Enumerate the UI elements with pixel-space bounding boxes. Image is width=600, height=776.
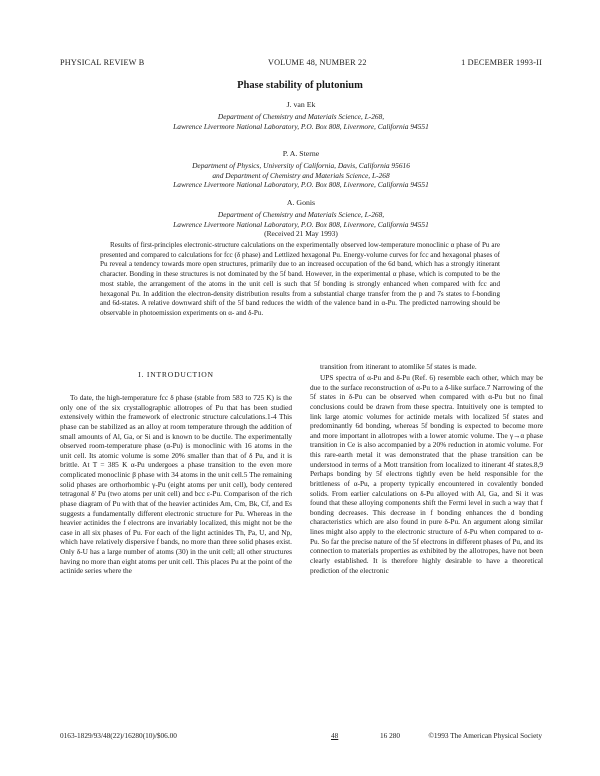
running-header [60, 58, 542, 70]
article-title: Phase stability of plutonium [237, 80, 363, 91]
affiliation-line: and Department of Chemistry and Materials Science, L-268 [212, 170, 390, 180]
author-block-1 [60, 100, 542, 131]
affiliation-line: Lawrence Livermore National Laboratory, P.O. Box 808, Livermore, California 94551 [173, 180, 429, 190]
abstract-text: Results of first-principles electronic-structure calculations on the experimentally observed low-temperature monoclinic α phase of Pu are presented and compared to calculations for fcc (δ phase) and Lettlized hexagonal Pu. Energy-volume curves for fcc and hexagonal phases of Pu reveal a tendency towards more open structures, primarily due to an increased occupation of the 6d band, which has a strongly itinerant character. Bonding in these structures is not dominated by the 5f band. However, in the experimental α phase, which is computed to be the most stable, the arrangement of the atoms in the unit cell is such that 5f bonding is strongly enhanced when compared with fcc and hexagonal Pu. In addition the electron-density distribution results from a substantial charge transfer from the p and 7s states to f-bonding and 6d-states. A relative downward shift of the 5f band reduces the width of the valence band in α-Pu. The predicted narrowing should be observable in photoemission experiments on α- and δ-Pu. [100, 241, 500, 317]
affiliation-line: Department of Chemistry and Materials Science, L-268, [217, 209, 385, 219]
author-name: A. Gonis [286, 198, 316, 207]
affiliation-line: Department of Chemistry and Materials Science, L-268, [217, 111, 385, 121]
volume-reference: 48 [331, 731, 339, 740]
author-name: J. van Ek [286, 100, 316, 109]
volume-number: VOLUME 48, NUMBER 22 [268, 58, 367, 67]
abstract [100, 241, 500, 319]
body-paragraph: UPS spectra of α-Pu and δ-Pu (Ref. 6) resemble each other, which may be due to the surface reconstruction of α-Pu to a δ-like surface.7 Narrowing of the 5f states in δ-Pu can be observed when compared with α-Pu but no final conclusions could be drawn from these spectra. Intuitively one is tempted to link large atomic volumes for actinide metals with localized 5f states and predominantly 6d bonding, whereas 5f bonding is expected to become more and more important in allotropes with a lower atomic volume. The γ→α phase transition in Ce is also accompanied by a 20% reduction in atomic volume. For this rare-earth metal it was demonstrated that the phase transition can be understood in terms of a Mott transition from localized to itinerant 4f states.8,9 Perhaps bonding by 5f electrons tightly even be held responsible for the brittleness of α-Pu, a property typically encountered in covalently bonded solids. From earlier calculations on δ-Pu alloyed with Al, Ga, and Si it was found that these alloying components shift the Fermi level in such a way that f bonding decreases. This decrease in f bonding enhances the d bonding characteristics which are also found in pure δ-Pu. An argument along similar lines might also apply to the electronic structure of δ-Pu when compared to α-Pu. So far the precise nature of the 5f electrons in different phases of Pu, and its connection to materials properties as exhibited by the allotropes, have not been clearly established. It is therefore highly desirable to have a theoretical prediction of the electronic [310, 373, 543, 575]
author-name: P. A. Sterne [282, 149, 320, 158]
body-paragraph: To date, the high-temperature fcc δ phase (stable from 583 to 725 K) is the only one of the six crystallographic allotropes of Pu that has been studied extensively within the framework of electronic structure calculations.1-4 This phase can be stabilized as an alloy at room temperature through the addition of small amounts of Al, Ga, or Si and is known to be ductile. The experimentally observed room-temperature phase (α-Pu) is monoclinic with 16 atoms in the unit cell. Its atomic volume is some 20% smaller than that of δ Pu, and it is brittle. At T = 385 K α-Pu undergoes a phase transition to the even more complicated monoclinic β phase with 34 atoms in the unit cell.5 The remaining solid phases are orthorhombic γ-Pu (eight atoms per unit cell), body centered tetragonal δ' Pu (two atoms per unit cell) and bcc ε-Pu. Comparison of the rich phase diagram of Pu with that of the heavier actinides Am, Cm, Bk, Cf, and Es suggests a fundamentally different electronic structure for Pu. Whereas in the heavier actinides the f electrons are invariably localized, this might not be the case in all six phases of Pu. For each of the light actinides Th, Pa, U, and Np, which have relatively dispersive f bands, no more than three solid phases exist. Only δ-U has a large number of atoms (30) in the unit cell; all other structures having no more than eight atoms per unit cell. This places Pu at the point of the actinide series where the [60, 393, 292, 576]
body-text-continuation: transition from itinerant to atomlike 5f states is made. [320, 362, 477, 371]
copyright-notice: ©1993 The American Physical Society [428, 731, 542, 740]
affiliation-line: Department of Physics, University of California, Davis, California 95616 [192, 160, 410, 170]
journal-name: PHYSICAL REVIEW B [60, 58, 145, 67]
affiliation-line: Lawrence Livermore National Laboratory, P.O. Box 808, Livermore, California 94551 [173, 219, 429, 229]
article-code: 0163-1829/93/48(22)/16280(10)/$06.00 [60, 731, 177, 740]
section-heading: I. INTRODUCTION [138, 370, 214, 379]
author-block-2 [60, 149, 542, 190]
issue-date: 1 DECEMBER 1993-II [461, 58, 542, 67]
affiliation-line: Lawrence Livermore National Laboratory, P.O. Box 808, Livermore, California 94551 [173, 121, 429, 131]
page-footer [60, 731, 542, 743]
author-block-3 [60, 198, 542, 239]
right-column [310, 373, 543, 575]
received-date: (Received 21 May 1993) [264, 229, 338, 239]
left-column [60, 393, 292, 576]
page-number: 16 280 [380, 731, 401, 740]
